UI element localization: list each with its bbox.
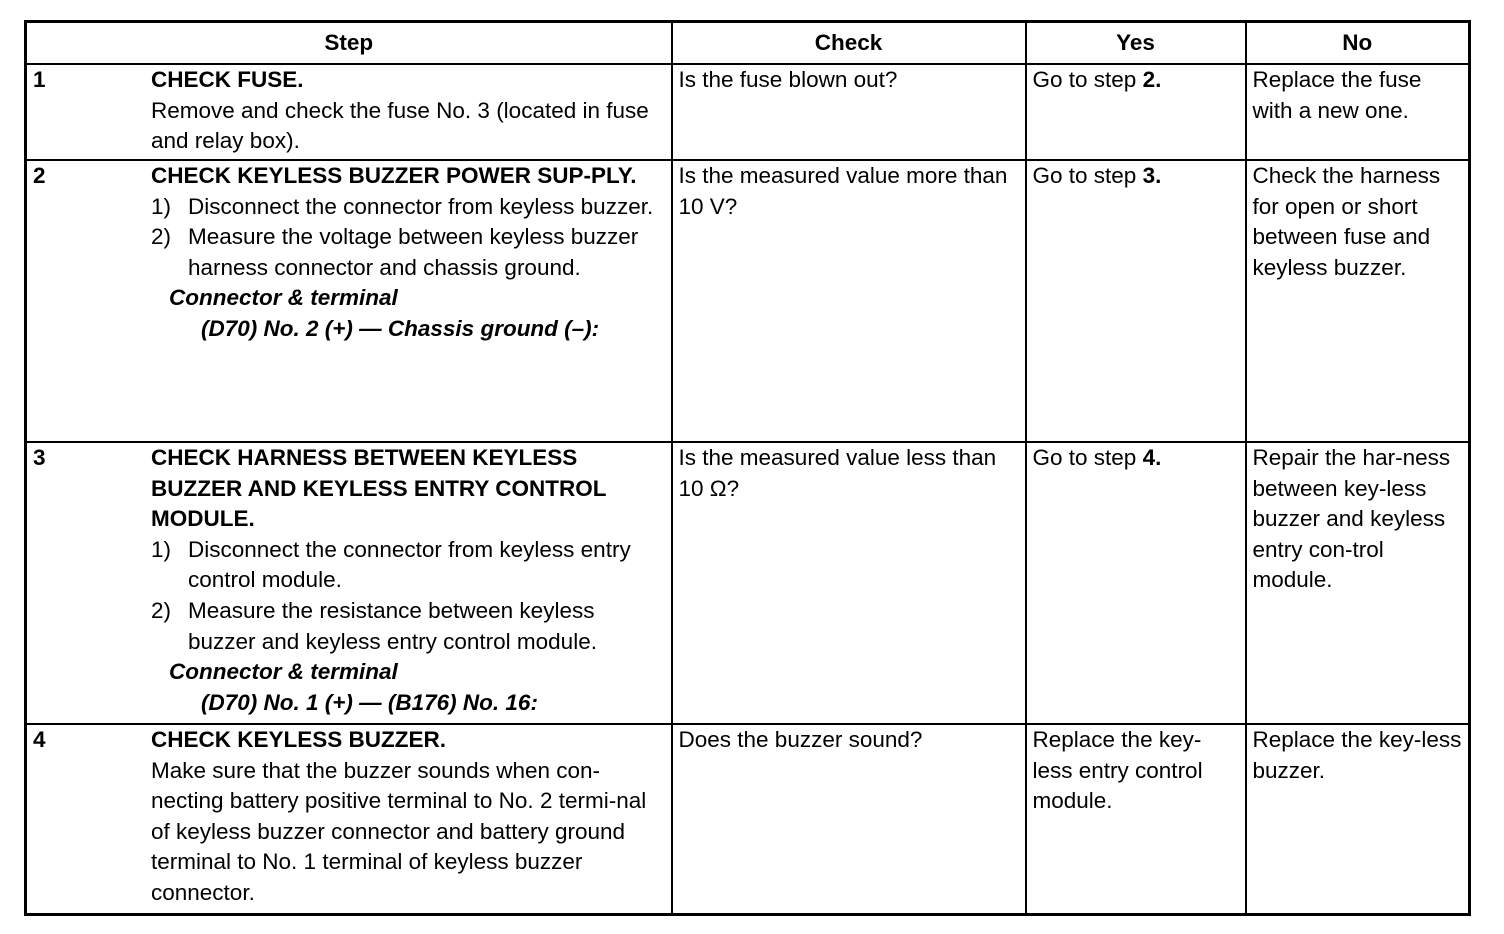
header-yes: Yes [1026,22,1246,65]
step-cell [26,160,672,442]
yes-prefix: Go to step [1032,67,1137,92]
diagnostic-table [24,20,1471,916]
substep-number: 2) [151,224,172,250]
step-number: 2 [33,163,46,188]
header-step: Step [26,22,672,65]
yes-cell [1026,442,1246,724]
step-title: CHECK KEYLESS BUZZER POWER SUP-PLY. [151,163,637,188]
substep [151,222,667,283]
yes-prefix: Go to step [1032,163,1137,188]
step-title: CHECK KEYLESS BUZZER. [151,727,447,752]
spec-value: (D70) No. 1 (+) — (B176) No. 16: [201,689,538,715]
no-cell: Check the harness for open or short between fuse and keyless buzzer. [1246,160,1470,442]
spec-label: Connector & terminal [169,659,398,685]
table-row [26,442,1470,724]
check-cell: Is the measured value less than 10 Ω? [672,442,1026,724]
table-row [26,64,1470,160]
table-row [26,160,1470,442]
yes-prefix: Go to step [1032,445,1137,470]
yes-cell [1026,64,1246,160]
step-number: 1 [33,67,46,92]
check-cell: Does the buzzer sound? [672,724,1026,915]
substep-text: Disconnect the connector from keyless buzzer. [188,193,654,219]
no-cell: Repair the har-ness between key-less buzzer and keyless entry con-trol module. [1246,442,1470,724]
substep-number: 1) [151,193,172,219]
substep-list [151,192,667,284]
substep-text: Measure the voltage between keyless buzzer harness connector and chassis ground. [188,224,639,280]
yes-cell: Replace the key-less entry control module. [1026,724,1246,915]
step-title: CHECK FUSE. [151,67,304,92]
step-number: 3 [33,445,46,470]
substep-number: 1) [151,536,172,562]
check-cell: Is the fuse blown out? [672,64,1026,160]
yes-step: 3. [1142,163,1162,188]
substep [151,596,667,657]
substep [151,192,667,223]
spec-label: Connector & terminal [169,285,398,311]
step-cell [26,724,672,915]
no-cell: Replace the key-less buzzer. [1246,724,1470,915]
header-row [26,22,1470,65]
yes-step: 2. [1142,67,1162,92]
substep-text: Disconnect the connector from keyless entry control module. [188,536,631,593]
step-description: Remove and check the fuse No. 3 (located in fuse and relay box). [151,97,649,154]
check-cell: Is the measured value more than 10 V? [672,160,1026,442]
substep-number: 2) [151,597,172,623]
substep-list [151,535,667,657]
substep-text: Measure the resistance between keyless buzzer and keyless entry control module. [188,597,597,654]
substep [151,535,667,596]
spec-value: (D70) No. 2 (+) — Chassis ground (–): [201,315,600,341]
yes-cell [1026,160,1246,442]
no-cell: Replace the fuse with a new one. [1246,64,1470,160]
step-title: CHECK HARNESS BETWEEN KEYLESS BUZZER AND KEYLESS ENTRY CONTROL MODULE. [151,445,607,532]
step-cell [26,64,672,160]
step-number: 4 [33,727,46,752]
table-row [26,724,1470,915]
yes-step: 4. [1142,445,1162,470]
header-no: No [1246,22,1470,65]
header-check: Check [672,22,1026,65]
step-description: Make sure that the buzzer sounds when con-necting battery positive terminal to No. 2 termi-nal of keyless buzzer connector and battery ground terminal to No. 1 terminal of keyless buzzer connector. [151,757,647,905]
step-cell [26,442,672,724]
